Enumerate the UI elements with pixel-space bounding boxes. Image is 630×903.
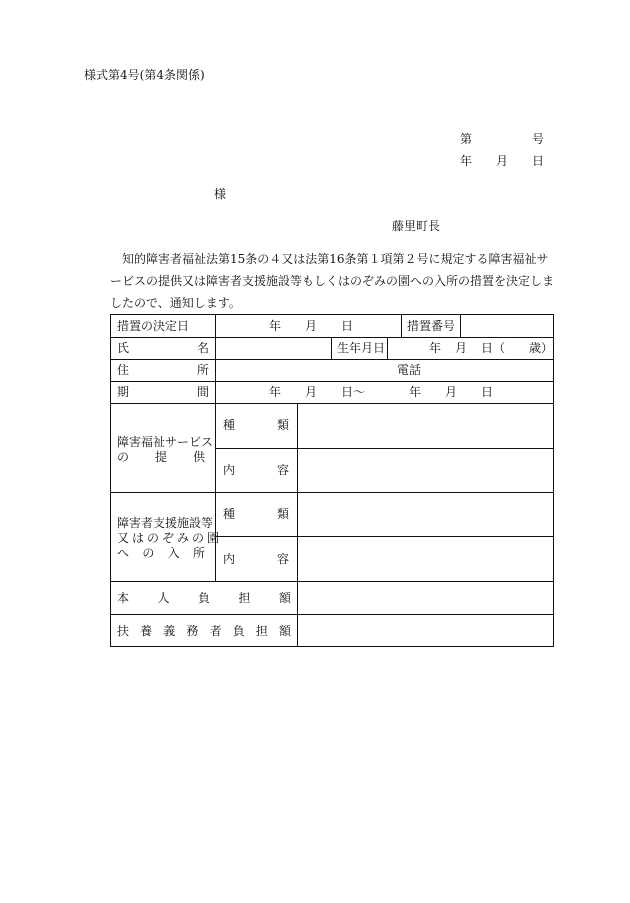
service-label-line1: 障害福祉サービス bbox=[117, 435, 214, 449]
facility-label-line3 bbox=[117, 546, 205, 560]
supporter-burden-char: 扶 bbox=[117, 624, 130, 638]
decision-year: 年 bbox=[269, 319, 282, 333]
number-prefix: 第 bbox=[460, 132, 473, 146]
period-end-year: 年 bbox=[409, 385, 422, 399]
service-label-char: 供 bbox=[192, 450, 205, 464]
self-burden-char: 本 bbox=[117, 591, 130, 605]
supporter-burden-char: 者 bbox=[209, 624, 222, 638]
issue-month: 月 bbox=[496, 154, 509, 168]
supporter-burden-char: 養 bbox=[140, 624, 153, 638]
service-label-char: 提 bbox=[154, 450, 167, 464]
measure-number-label: 措置番号 bbox=[407, 319, 456, 333]
supporter-burden-label bbox=[117, 624, 291, 638]
name-label-1: 氏 bbox=[117, 341, 130, 355]
notice-body-text: 知的障害者福祉法第15条の４又は法第16条第１項第２号に規定する障害福祉サービスの提供又は障害者支援施設等もしくはのぞみの園への入所の措置を決定しましたので、通知します。 bbox=[110, 252, 555, 310]
facility-content-label bbox=[223, 552, 289, 566]
facility-label-line1: 障害者支援施設等 bbox=[117, 516, 214, 530]
decision-day: 日 bbox=[341, 319, 354, 333]
content-char: 容 bbox=[276, 552, 289, 566]
issuer-name: 藤里町長 bbox=[392, 219, 441, 233]
birth-day-age: 日（ 歳） bbox=[481, 341, 554, 355]
facility-label-line2: 又はのぞみの園 bbox=[117, 531, 223, 545]
birth-year: 年 bbox=[429, 341, 442, 355]
number-suffix: 号 bbox=[532, 132, 545, 146]
self-burden-char: 負 bbox=[197, 591, 210, 605]
birth-date-label: 生年月日 bbox=[337, 341, 386, 355]
supporter-burden-char: 義 bbox=[163, 624, 176, 638]
decision-month: 月 bbox=[305, 319, 318, 333]
type-char: 種 bbox=[223, 418, 236, 432]
phone-label: 電話 bbox=[397, 363, 422, 377]
facility-label-char: 所 bbox=[192, 546, 205, 560]
facility-label-char: へ bbox=[117, 546, 130, 560]
period-start-year: 年 bbox=[269, 385, 282, 399]
service-label-char: の bbox=[117, 450, 130, 464]
self-burden-char: 額 bbox=[278, 591, 291, 605]
period-end-day: 日 bbox=[481, 385, 494, 399]
period-start-day: 日～ bbox=[341, 385, 366, 399]
self-burden-char: 担 bbox=[238, 591, 251, 605]
supporter-burden-char: 務 bbox=[186, 624, 199, 638]
issue-day: 日 bbox=[532, 154, 545, 168]
birth-month: 月 bbox=[455, 341, 468, 355]
content-char: 容 bbox=[276, 463, 289, 477]
type-char: 類 bbox=[276, 418, 289, 432]
supporter-burden-char: 負 bbox=[232, 624, 245, 638]
period-label-1: 期 bbox=[117, 385, 130, 399]
form-number-label: 様式第4号(第4条関係) bbox=[84, 68, 205, 82]
facility-type-label bbox=[223, 507, 289, 521]
content-char: 内 bbox=[223, 552, 236, 566]
name-label-2: 名 bbox=[197, 341, 210, 355]
period-label-2: 間 bbox=[197, 385, 210, 399]
addressee-honorific: 様 bbox=[214, 187, 227, 201]
supporter-burden-char: 額 bbox=[278, 624, 291, 638]
service-type-label bbox=[223, 418, 289, 432]
supporter-burden-char: 担 bbox=[255, 624, 268, 638]
content-char: 内 bbox=[223, 463, 236, 477]
self-burden-label bbox=[117, 591, 291, 605]
facility-label-char: の bbox=[142, 546, 155, 560]
service-label-line2 bbox=[117, 450, 205, 464]
self-burden-char: 人 bbox=[157, 591, 170, 605]
address-label-1: 住 bbox=[117, 363, 130, 377]
decision-date-label: 措置の決定日 bbox=[117, 319, 190, 333]
address-label-2: 所 bbox=[197, 363, 210, 377]
facility-label-char: 入 bbox=[167, 546, 180, 560]
type-char: 種 bbox=[223, 507, 236, 521]
type-char: 類 bbox=[276, 507, 289, 521]
service-content-label bbox=[223, 463, 289, 477]
period-end-month: 月 bbox=[445, 385, 458, 399]
period-start-month: 月 bbox=[305, 385, 318, 399]
issue-year: 年 bbox=[460, 154, 473, 168]
notice-table bbox=[110, 314, 554, 647]
